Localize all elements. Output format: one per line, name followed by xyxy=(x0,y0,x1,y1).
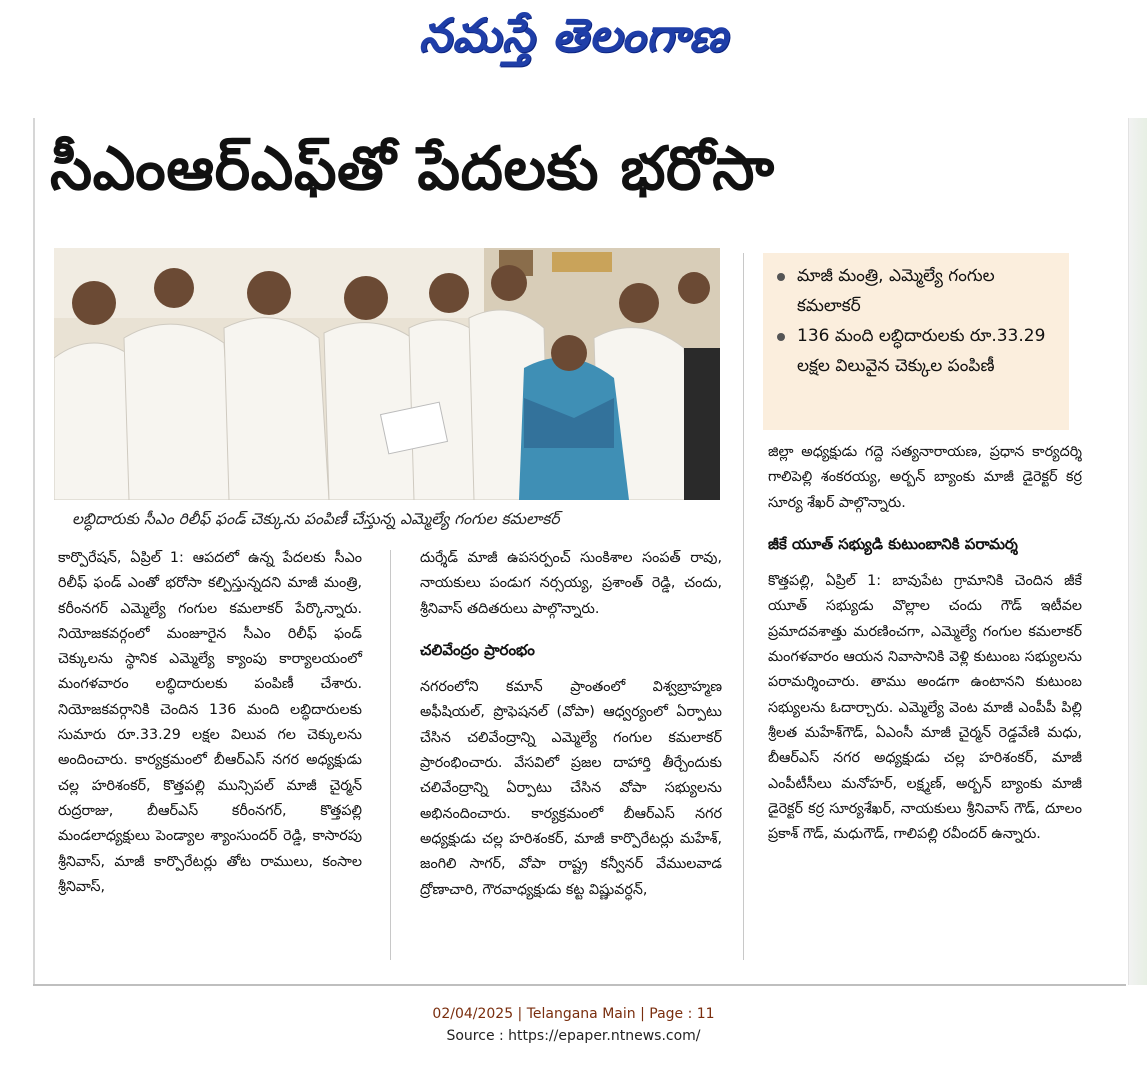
article-column-2 xyxy=(420,546,722,903)
article-column-3 xyxy=(768,440,1082,847)
highlight-text: 136 మంది లబ్ధిదారులకు రూ.33.29 లక్షల విలువైన చెక్కుల పంపిణీ xyxy=(797,326,1046,376)
clip-border-left xyxy=(33,118,35,985)
photo-caption: లబ్ధిదారుకు సీఎం రిలీఫ్ ఫండ్ చెక్కును పంపిణీ చేస్తున్న ఎమ్మెల్యే గంగుల కమలాకర్ xyxy=(72,510,560,528)
edition-info: 02/04/2025 | Telangana Main | Page : 11 xyxy=(432,1006,715,1022)
highlight-item xyxy=(777,261,1059,321)
clip-border-bottom xyxy=(33,984,1126,986)
article-headline: సీఎంఆర్‌ఎఫ్‌తో పేదలకు భరోసా xyxy=(50,134,775,204)
page-footer xyxy=(0,1003,1147,1047)
bullet-icon xyxy=(777,273,785,281)
highlight-item xyxy=(777,321,1059,381)
highlights-box xyxy=(763,253,1069,430)
article-paragraph: దుర్శేడ్ మాజీ ఉపసర్పంచ్ సుంకిశాల సంపత్ రావు, నాయకులు పండుగ నర్సయ్య, ప్రశాంత్ రెడ్డి, చందు, శ్రీనివాస్ తదితరులు పాల్గొన్నారు. xyxy=(420,550,722,617)
source-link[interactable]: Source : https://epaper.ntnews.com/ xyxy=(446,1028,701,1044)
article-column-1 xyxy=(58,546,362,900)
section-subheading: జీకే యూత్ సభ్యుడి కుటుంబానికి పరామర్శ xyxy=(768,534,1018,553)
newspaper-masthead: నమస్తే తెలంగాణ xyxy=(418,8,729,62)
highlight-text: మాజీ మంత్రి, ఎమ్మెల్యే గంగుల కమలాకర్ xyxy=(797,266,995,316)
section-subheading: చలివేంద్రం ప్రారంభం xyxy=(420,640,535,659)
column-rule xyxy=(743,253,744,960)
adjacent-clip-strip xyxy=(1128,118,1147,985)
article-paragraph: కొత్తపల్లి, ఏప్రిల్ 1: బావుపేట గ్రామానికి చెందిన జీకే యూత్ సభ్యుడు వొల్లాల చందు గౌడ్ ఇటీవల ప్రమాదవశాత్తు మరణించగా, ఎమ్మెల్యే గంగుల కమలాకర్ మంగళవారం ఆయన నివాసానికి వెళ్లి కుటుంబ సభ్యులను పరామర్శించారు. తాము అండగా ఉంటానని కుటుంబ సభ్యులను ఓదార్చారు. ఎమ్మెల్యే వెంట మాజీ ఎంపీపీ పిల్లి శ్రీలత మహేశ్‌గౌడ్, ఏఎంసీ మాజీ చైర్మన్ రెడ్డవేణి మధు, బీఆర్ఎస్ నగర అధ్యక్షుడు చల్ల హరిశంకర్, మాజీ ఎంపీటీసీలు మనోహర్, లక్ష్మణ్, అర్బన్ బ్యాంకు మాజీ డైరెక్టర్ కర్ర సూర్యశేఖర్, నాయకులు శ్రీనివాస్ గౌడ్, దూలం ప్రకాశ్ గౌడ్, మధుగౌడ్, గాలిపల్లి రవీందర్ ఉన్నారు. xyxy=(768,573,1082,843)
news-photo xyxy=(54,248,720,500)
column-rule xyxy=(390,550,391,960)
bullet-icon xyxy=(777,333,785,341)
photo-illustration xyxy=(54,248,720,500)
article-paragraph: కార్పొరేషన్, ఏప్రిల్ 1: ఆపదలో ఉన్న పేదలకు సీఎం రిలీఫ్ ఫండ్ ఎంతో భరోసా కల్పిస్తున్నదని మాజీ మంత్రి, కరీంనగర్ ఎమ్మెల్యే గంగుల కమలాకర్ పేర్కొన్నారు. నియోజకవర్గంలో మంజూరైన సీఎం రిలీఫ్ ఫండ్ చెక్కులను స్థానిక ఎమ్మెల్యే క్యాంపు కార్యాలయంలో మంగళవారం లబ్ధిదారులకు పంపిణీ చేశారు. నియోజకవర్గానికి చెందిన 136 మంది లబ్ధిదారులకు సుమారు రూ.33.29 లక్షల విలువ గల చెక్కులను అందించారు. కార్యక్రమంలో బీఆర్ఎస్ నగర అధ్యక్షుడు చల్ల హరిశంకర్, కొత్తపల్లి మున్సిపల్ మాజీ చైర్మన్ రుద్రరాజు, బీఆర్ఎస్ కరీంనగర్, కొత్తపల్లి మండలాధ్యక్షులు పెండ్యాల శ్యాంసుందర్ రెడ్డి, కాసారపు శ్రీనివాస్, మాజీ కార్పొరేటర్లు తోట రాములు, కంసాల శ్రీనివాస్, xyxy=(58,550,362,895)
article-paragraph: నగరంలోని కమాన్ ప్రాంతంలో విశ్వబ్రాహ్మణ అఫీషియల్, ప్రొఫెషనల్ (వోపా) ఆధ్వర్యంలో ఏర్పాటు చేసిన చలివేంద్రాన్ని ఎమ్మెల్యే గంగుల కమలాకర్ ప్రారంభించారు. వేసవిలో ప్రజల దాహార్తి తీర్చేందుకు చలివేంద్రాన్ని ఏర్పాటు చేసిన వోపా సభ్యులను అభినందించారు. కార్యక్రమంలో బీఆర్ఎస్ నగర అధ్యక్షుడు చల్ల హరిశంకర్, మాజీ కార్పొరేటర్లు మహేశ్, జంగిలి సాగర్, వోపా రాష్ట్ర కన్వీనర్ వేములవాడ ద్రోణాచారి, గౌరవాధ్యక్షుడు కట్ట విష్ణువర్ధన్, xyxy=(420,679,722,898)
article-paragraph: జిల్లా అధ్యక్షుడు గద్దె సత్యనారాయణ, ప్రధాన కార్యదర్శి గాలిపెల్లి శంకరయ్య, అర్బన్ బ్యాంకు మాజీ డైరెక్టర్ కర్ర సూర్య శేఖర్ పాల్గొన్నారు. xyxy=(768,444,1082,511)
